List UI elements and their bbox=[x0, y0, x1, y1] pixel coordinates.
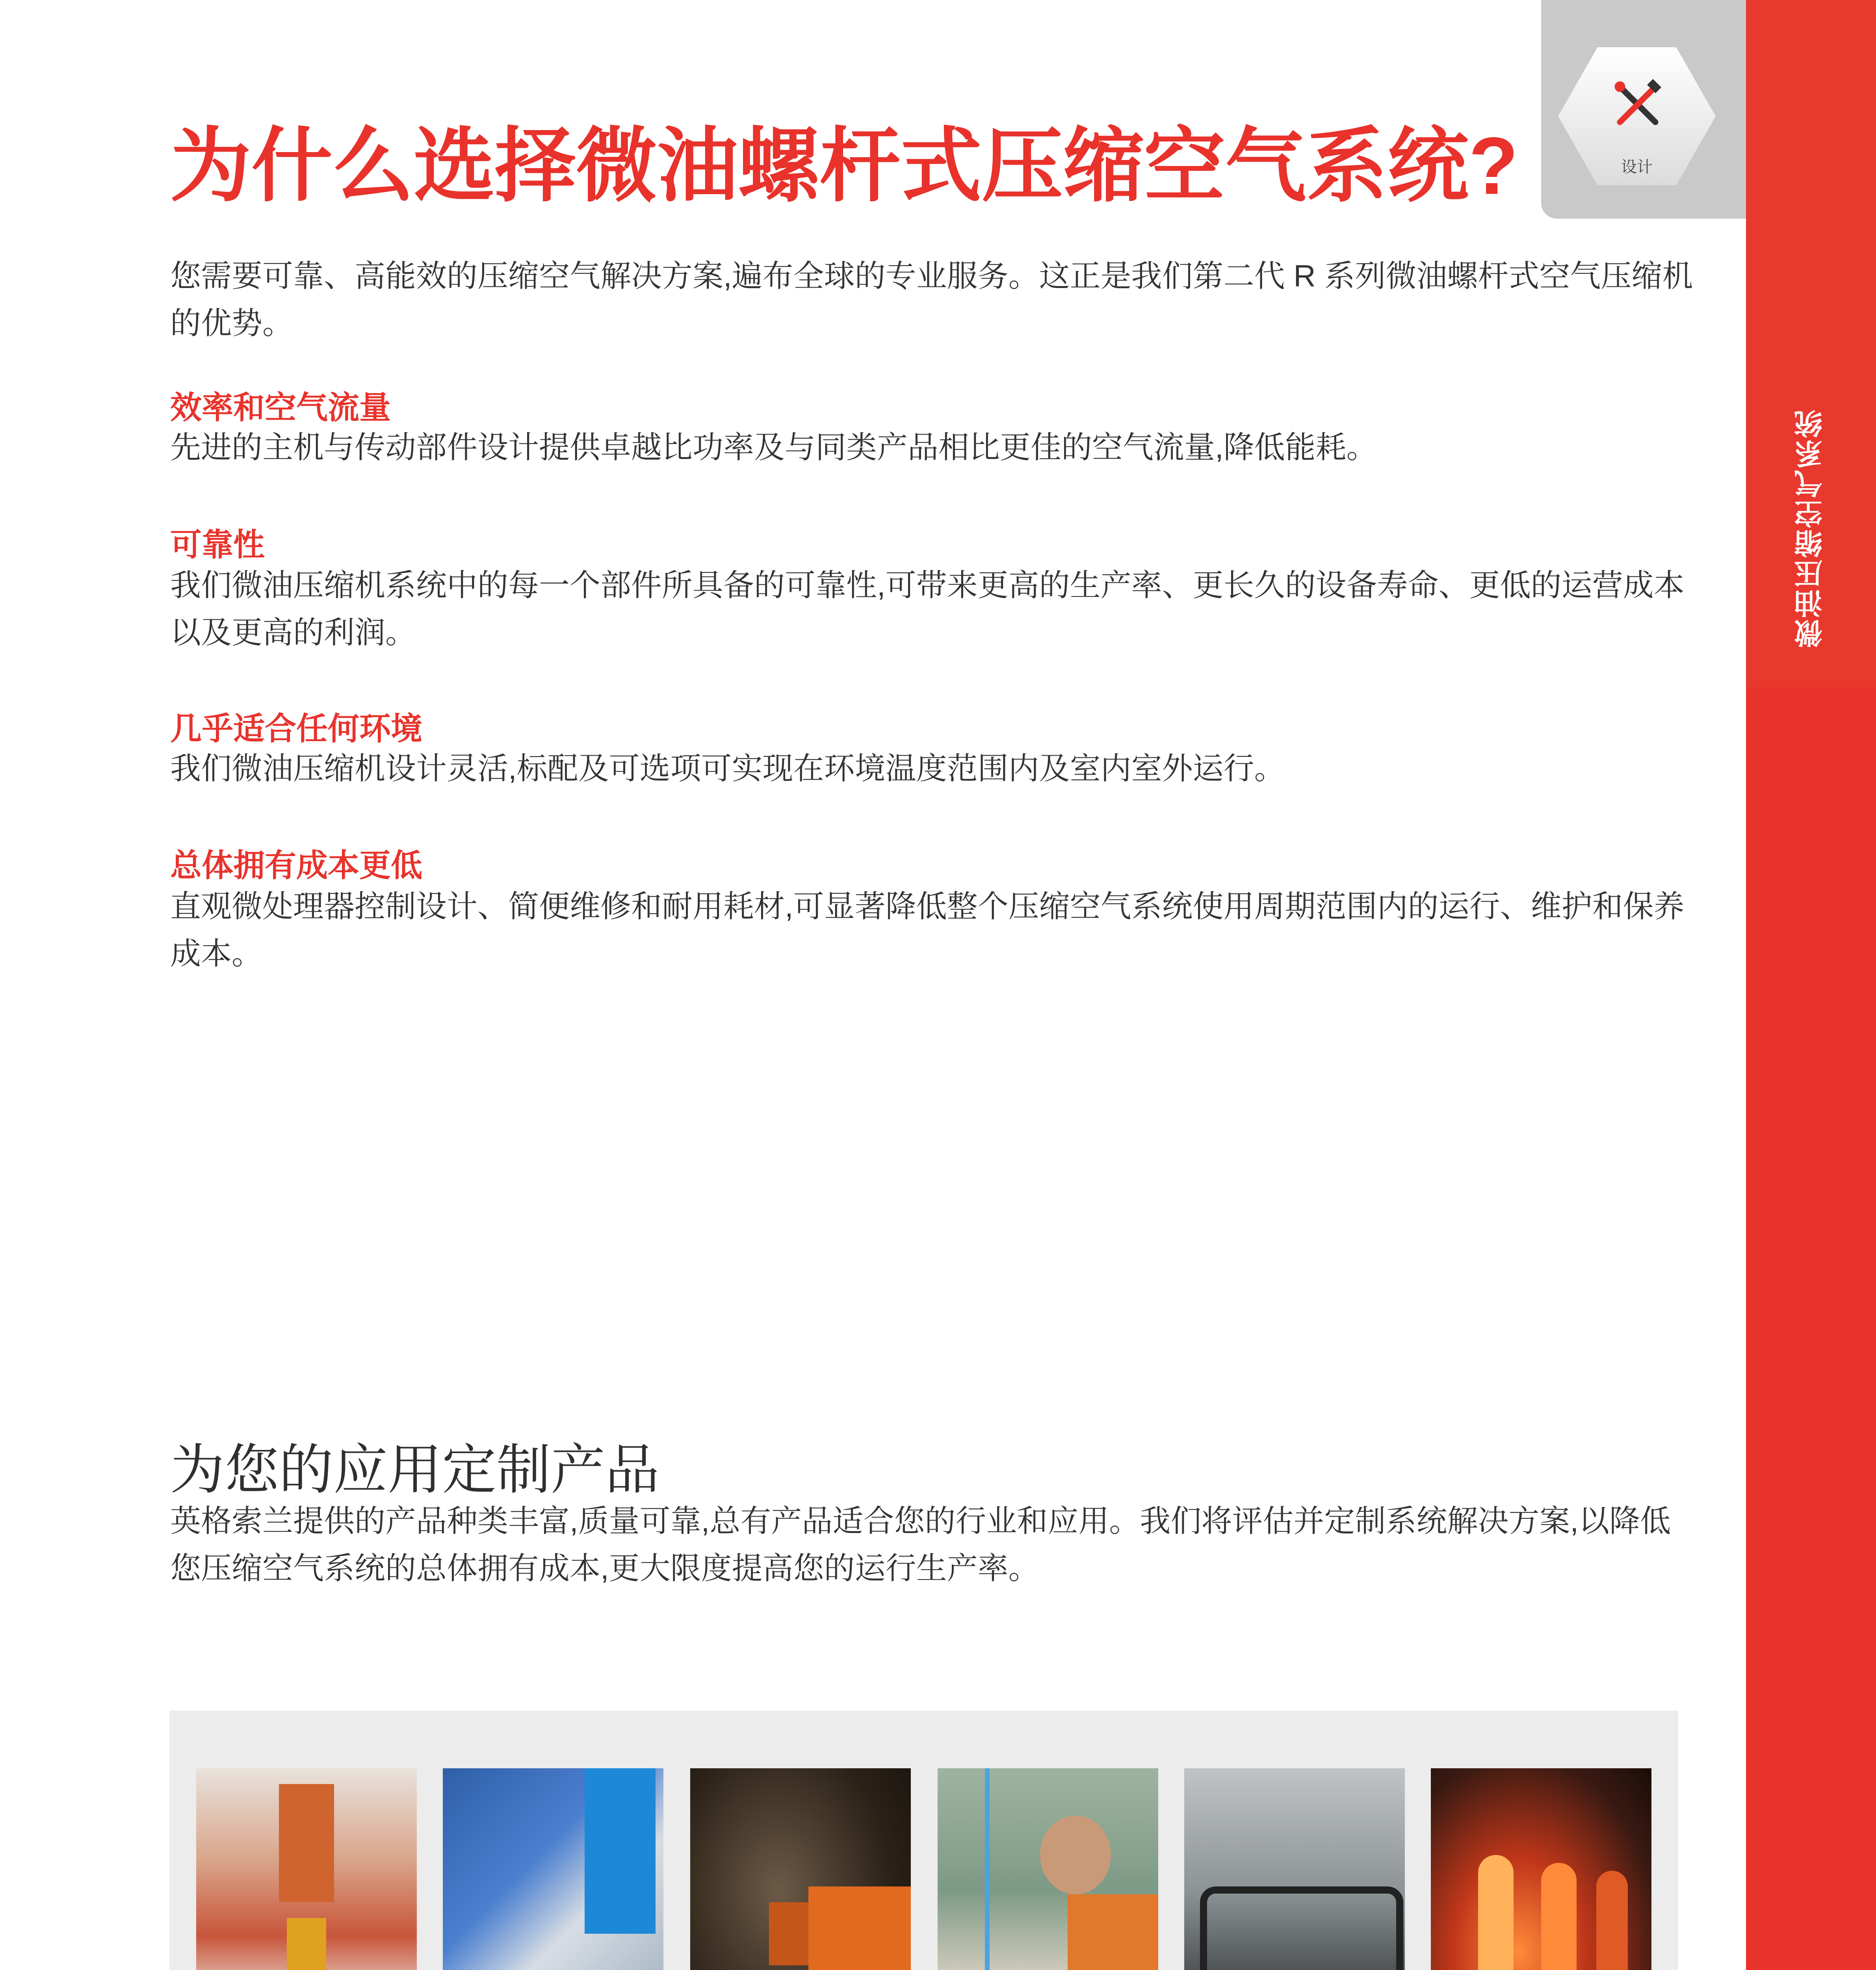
glass-photo bbox=[1431, 1768, 1651, 1970]
application-card-assembly bbox=[938, 1768, 1158, 1970]
application-card-metalworking bbox=[443, 1768, 663, 1970]
utilities-photo bbox=[196, 1768, 417, 1970]
section-heading-cost: 总体拥有成本更低 bbox=[170, 848, 422, 883]
section-heading-efficiency: 效率和空气流量 bbox=[170, 390, 391, 425]
section2-title: 为您的应用定制产品 bbox=[170, 1440, 660, 1500]
application-card-manufacturing bbox=[1184, 1768, 1405, 1970]
page-title: 为什么选择微油螺杆式压缩空气系统? bbox=[170, 121, 1518, 211]
manufacturing-photo bbox=[1184, 1768, 1405, 1970]
application-card-glass bbox=[1431, 1768, 1651, 1970]
section-heading-reliability: 可靠性 bbox=[170, 527, 265, 562]
assembly-photo bbox=[938, 1768, 1158, 1970]
design-tools-icon bbox=[1608, 75, 1667, 134]
section-body-efficiency: 先进的主机与传动部件设计提供卓越比功率及与同类产品相比更佳的空气流量,降低能耗。 bbox=[170, 430, 1377, 465]
section-body-environment: 我们微油压缩机设计灵活,标配及可选项可实现在环境温度范围内及室内室外运行。 bbox=[170, 751, 1285, 786]
mining-photo bbox=[690, 1768, 911, 1970]
section-body-reliability: 我们微油压缩机系统中的每一个部件所具备的可靠性,可带来更高的生产率、更长久的设备寿命、更低的运营成本以及更高的利润。 bbox=[170, 568, 1685, 650]
metalworking-photo bbox=[443, 1768, 663, 1970]
design-tab-label: 设计 bbox=[1621, 158, 1653, 176]
intro-paragraph: 您需要可靠、高能效的压缩空气解决方案,遍布全球的专业服务。这正是我们第二代 R 系列微油螺杆式空气压缩机的优势。 bbox=[170, 258, 1693, 340]
application-card-mining bbox=[690, 1768, 911, 1970]
section2-body: 英格索兰提供的产品种类丰富,质量可靠,总有产品适合您的行业和应用。我们将评估并定制系统解决方案,以降低您压缩空气系统的总体拥有成本,更大限度提高您的运行生产率。 bbox=[170, 1504, 1671, 1585]
section-heading-environment: 几乎适合任何环境 bbox=[170, 711, 422, 746]
application-card-utilities bbox=[196, 1768, 417, 1970]
side-title: 微油压缩空气系统 bbox=[1795, 408, 1827, 648]
section-body-cost: 直观微处理器控制设计、简便维修和耐用耗材,可显著降低整个压缩空气系统使用周期范围内的运行、维护和保养成本。 bbox=[170, 889, 1685, 971]
